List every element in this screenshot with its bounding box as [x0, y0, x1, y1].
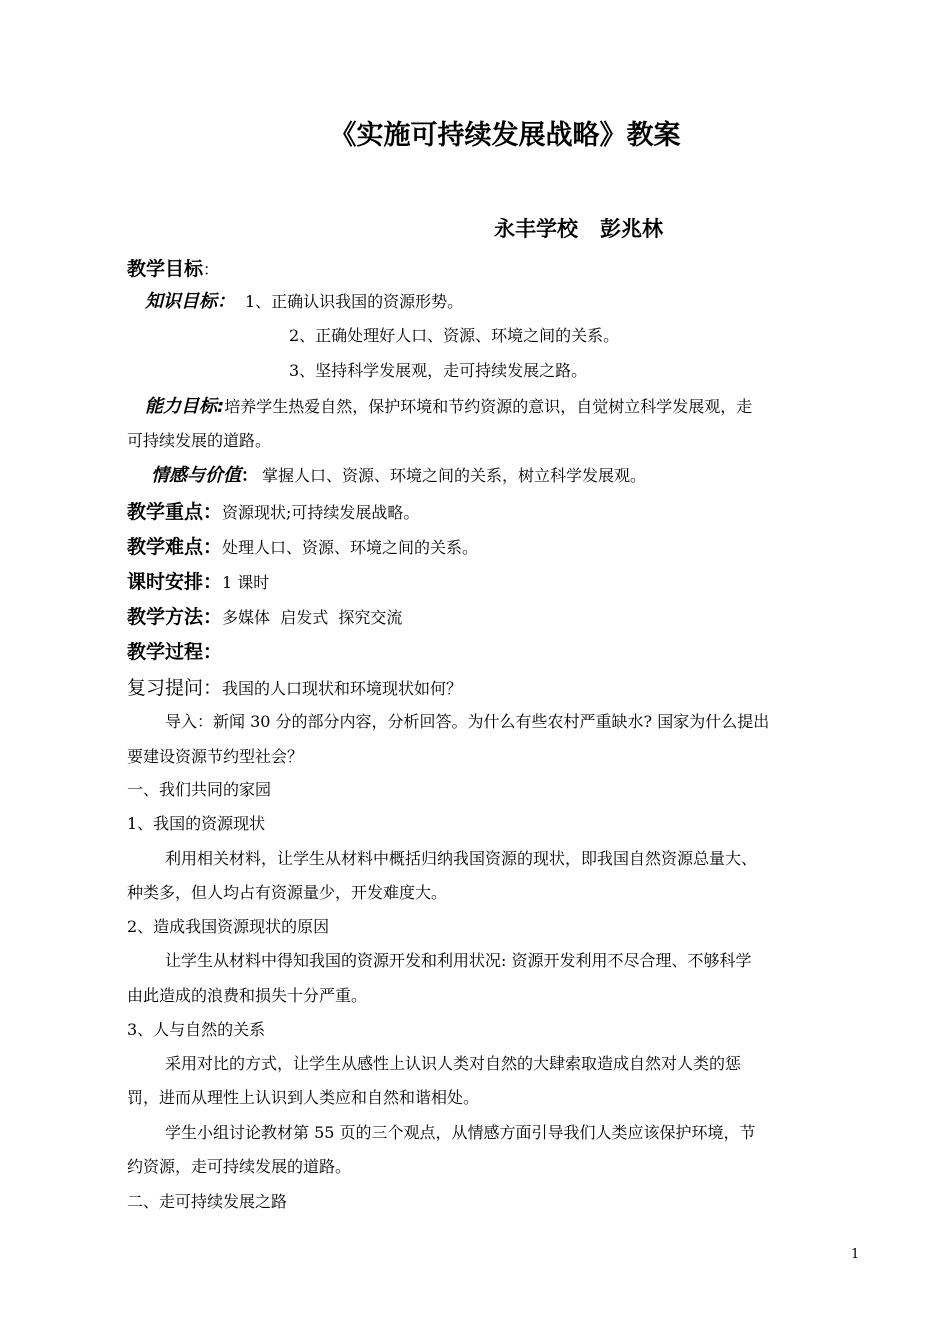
- emotion-objective-line: [151, 459, 646, 493]
- knowledge-objective-line: [145, 285, 463, 319]
- page-number: 1: [851, 1247, 860, 1262]
- methods-label: 教学方法：: [127, 606, 223, 628]
- subsection-1-text-1: 利用相关材料，让学生从材料中概括归纳我国资源的现状，即我国自然资源总量大、: [165, 849, 758, 868]
- knowledge-item-2: 2、正确处理好人口、资源、环境之间的关系。: [289, 326, 620, 345]
- schedule-line: [127, 565, 269, 600]
- author-line: [494, 212, 663, 246]
- process-label: 教学过程：: [127, 641, 223, 663]
- objectives-heading: 教学目标: [127, 258, 204, 280]
- ability-objective-line: [145, 390, 752, 424]
- difficulties-label: 教学难点：: [127, 536, 223, 558]
- objectives-heading-line: [127, 252, 219, 287]
- section-2-heading: 二、走可持续发展之路: [127, 1192, 288, 1211]
- review-text: 我国的人口现状和环境现状如何？: [222, 679, 463, 698]
- knowledge-item-1: 1、正确认识我国的资源形势。: [245, 292, 464, 311]
- subsection-3-p2-text-2: 约资源，走可持续发展的道路。: [127, 1157, 352, 1176]
- ability-objective-label: 能力目标:: [145, 396, 225, 417]
- schedule-label: 课时安排：: [127, 571, 223, 593]
- subsection-1-title: 1、我国的资源现状: [127, 814, 266, 833]
- process-heading-line: [127, 635, 222, 670]
- author-name: 彭兆林: [600, 217, 663, 241]
- document-title: 《实施可持续发展战略》教案: [329, 120, 681, 151]
- subsection-1-text-2: 种类多，但人均占有资源量少，开发难度大。: [127, 883, 448, 902]
- subsection-3-p2-text-1: 学生小组讨论教材第 55 页的三个观点，从情感方面引导我们人类应该保护环境，节: [165, 1123, 756, 1142]
- intro-line-1: 导入：新闻 30 分的部分内容，分析回答。为什么有些农村严重缺水? 国家为什么提出: [165, 712, 770, 731]
- difficulties-text: 处理人口、资源、环境之间的关系。: [222, 538, 479, 557]
- emotion-objective-label: 情感与价值: [151, 465, 241, 486]
- subsection-2-text-2: 由此造成的浪费和损失十分严重。: [127, 986, 368, 1005]
- ability-objective-text-2: 可持续发展的道路。: [127, 431, 272, 450]
- schedule-text: 1 课时: [222, 573, 270, 592]
- section-1-heading: 一、我们共同的家园: [127, 780, 272, 799]
- subsection-3-p1-text-1: 采用对比的方式，让学生从感性上认识人类对自然的大肆索取造成自然对人类的惩: [165, 1054, 742, 1073]
- ability-objective-text-1: 培养学生热爱自然，保护环境和节约资源的意识，自觉树立科学发展观，走: [224, 397, 753, 416]
- objectives-heading-colon: ：: [203, 260, 220, 279]
- subsection-2-text-1: 让学生从材料中得知我国的资源开发和利用状况: 资源开发利用不尽合理、不够科学: [165, 951, 752, 970]
- intro-line-2: 要建设资源节约型社会？: [127, 747, 304, 766]
- methods-text: 多媒体 启发式 探究交流: [222, 608, 403, 627]
- emotion-objective-text: 掌握人口、资源、环境之间的关系，树立科学发展观。: [262, 466, 647, 485]
- subsection-3-p1-text-2: 罚，进而从理性上认识到人类应和自然和谐相处。: [127, 1088, 480, 1107]
- review-label: 复习提问：: [127, 677, 223, 699]
- methods-line: [127, 600, 402, 635]
- subsection-2-title: 2、造成我国资源现状的原因: [127, 917, 330, 936]
- subsection-3-title: 3、人与自然的关系: [127, 1020, 266, 1039]
- difficulties-line: [127, 530, 478, 565]
- review-line: [127, 671, 462, 706]
- key-points-line: [127, 495, 419, 530]
- key-points-label: 教学重点：: [127, 501, 223, 523]
- author-school: 永丰学校: [494, 217, 578, 241]
- key-points-text: 资源现状;可持续发展战略。: [222, 503, 420, 522]
- emotion-objective-colon: ：: [241, 466, 258, 486]
- knowledge-item-3: 3、坚持科学发展观，走可持续发展之路。: [289, 361, 588, 380]
- knowledge-objective-label: 知识目标：: [145, 291, 235, 312]
